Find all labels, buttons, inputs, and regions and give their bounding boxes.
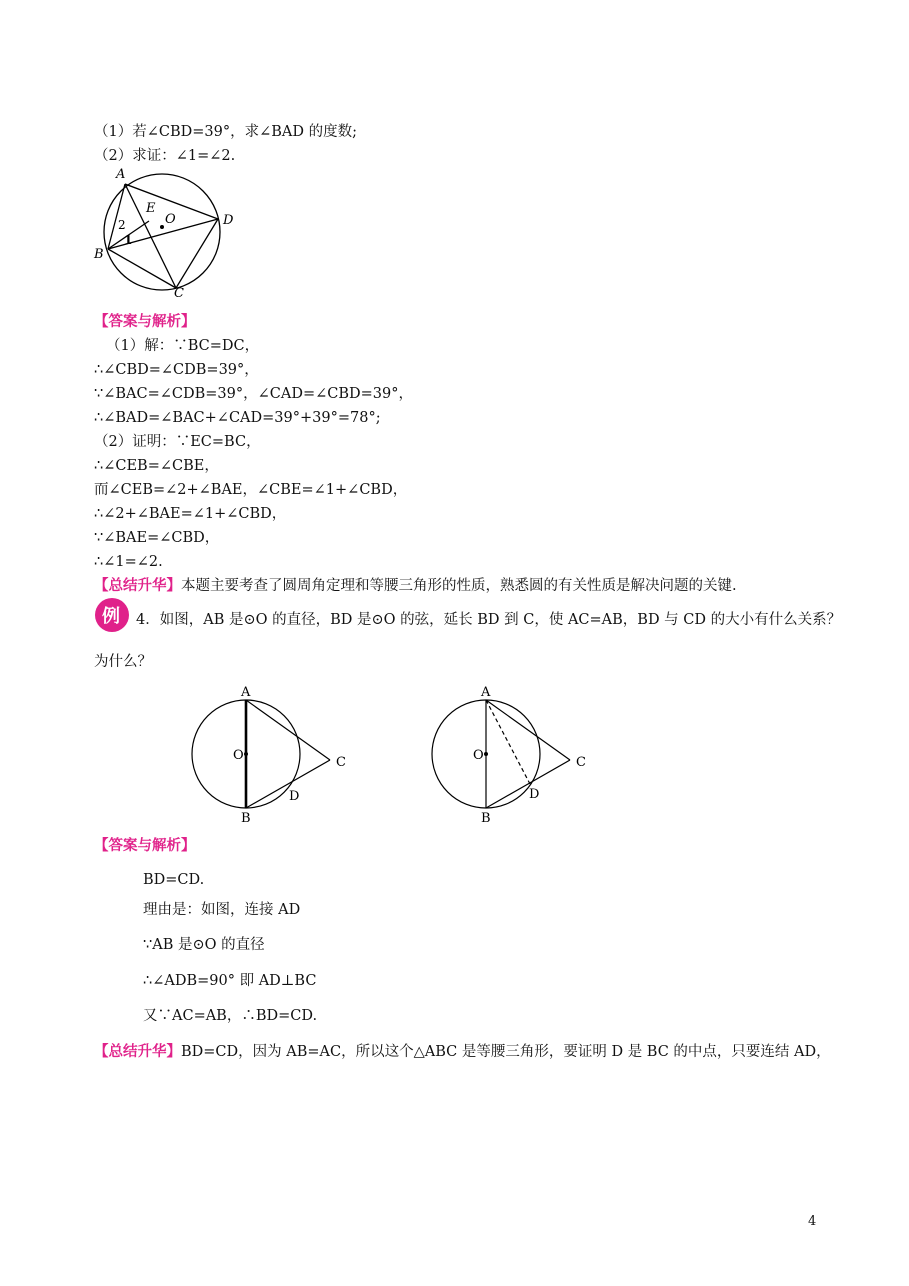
fig2-label-b: B [241,811,251,826]
ans3-line: ∴∠BAD=∠BAC+∠CAD=39°+39°=78°; [94,410,381,426]
fig1-center-dot [160,225,164,229]
figure-circle-diameter-1 [190,684,360,826]
ans4-line: ∵AB 是⊙O 的直径 [143,937,265,953]
summary-4 [94,1042,831,1062]
fig1-label-d: D [223,213,234,228]
fig1-label-c: C [174,286,184,301]
example-badge-label: 例 [102,606,120,627]
fig1-label-2: 2 [118,218,126,232]
fig2-seg-bc [246,760,330,808]
ans3-line: ∴∠CBD=∠CDB=39°， [94,362,259,378]
ans3-line: ∴∠CEB=∠CBE， [94,458,219,474]
fig3-dashed-ad [486,700,530,784]
fig1-label-e: E [146,201,156,216]
ans3-line: （2）证明：∵EC=BC， [94,434,261,450]
fig1-seg-ac [125,184,176,288]
summary-text-3: 本题主要考查了圆周角定理和等腰三角形的性质，熟悉圆的有关性质是解决问题的关键. [181,578,737,594]
fig3-label-d: D [529,787,540,802]
fig3-seg-ac [486,700,570,760]
summary-text-4: BD=CD，因为 AB=AC，所以这个△ABC 是等腰三角形，要证明 D 是 BC 的中点，只要连结 AD， [181,1044,831,1060]
fig2-center-dot [244,752,248,756]
fig3-seg-bc [486,760,570,808]
example-badge-icon [94,597,132,633]
fig3-label-o: O [473,748,484,763]
ans3-line: 而∠CEB=∠2+∠BAE，∠CBE=∠1+∠CBD， [94,482,408,498]
fig2-seg-ac [246,700,330,760]
answer-tag-4: 【答案与解析】 [94,837,196,854]
fig1-label-o: O [165,212,176,227]
fig1-label-a: A [116,167,126,182]
ans4-line: 又∵AC=AB，∴BD=CD. [143,1008,318,1024]
ans3-line: ∵∠BAE=∠CBD， [94,530,220,546]
ans3-line: ∴∠1=∠2. [94,554,163,570]
q3-part2: （2）求证：∠1=∠2. [94,148,236,164]
ans3-line: （1）解：∵BC=DC， [106,338,260,354]
q3-part1: （1）若∠CBD=39°，求∠BAD 的度数; [94,124,357,140]
fig2-label-d: D [289,789,300,804]
ans4-line: 理由是：如图，连接 AD [143,902,301,918]
fig2-label-c: C [336,755,346,770]
figure-circle-diameter-2 [430,684,600,826]
fig1-circle [104,174,220,290]
fig3-label-c: C [576,755,586,770]
fig3-center-dot [484,752,488,756]
fig2-label-a: A [241,685,251,700]
fig2-label-o: O [233,748,244,763]
fig1-label-b: B [94,247,104,262]
ans3-line: ∵∠BAC=∠CDB=39°，∠CAD=∠CBD=39°， [94,386,413,402]
fig3-label-a: A [481,685,491,700]
ans4-line: BD=CD. [143,872,205,888]
summary-tag-4: 【总结升华】 [94,1043,181,1060]
summary-tag-3: 【总结升华】 [94,577,181,594]
summary-3 [94,576,737,596]
fig3-label-b: B [481,811,491,826]
ans4-line: ∴∠ADB=90° 即 AD⊥BC [143,973,317,989]
ex4-question-line1: 4．如图，AB 是⊙O 的直径，BD 是⊙O 的弦，延长 BD 到 C，使 AC=AB，BD 与 CD 的大小有什么关系？ [136,612,842,628]
ans3-line: ∴∠2+∠BAE=∠1+∠CBD， [94,506,287,522]
ex4-question-line2: 为什么？ [94,654,152,670]
answer-tag-3: 【答案与解析】 [94,313,196,330]
figure-circle-abcd [90,166,250,301]
fig1-label-1: 1 [124,233,133,247]
page-number: 4 [808,1214,817,1229]
